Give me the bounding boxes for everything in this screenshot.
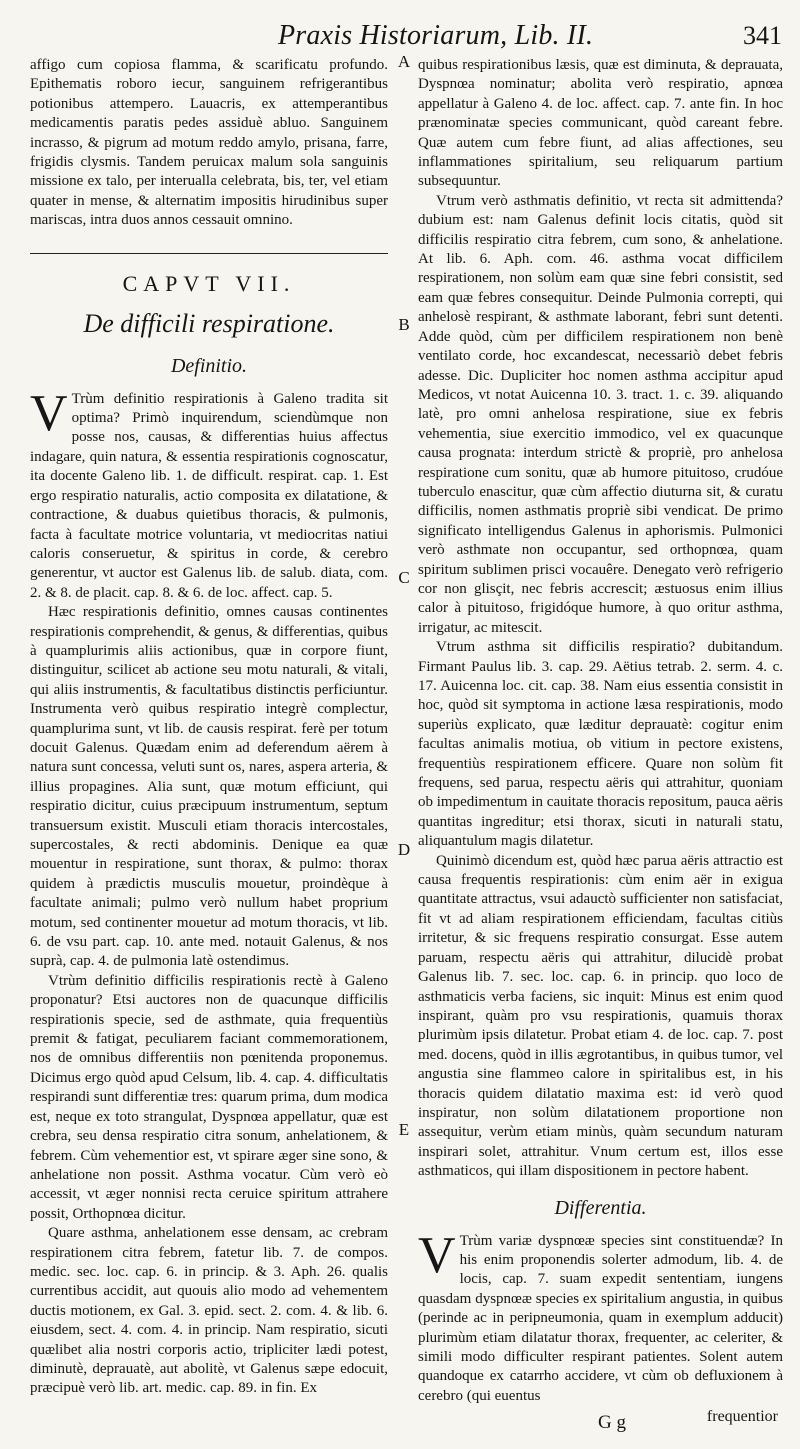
- chapter-subtitle: De difficili respiratione.: [83, 308, 335, 338]
- right-paragraph-5: [418, 1226, 783, 1407]
- chapter-title: CAPVT VII.: [122, 270, 296, 296]
- signature-mark: G g: [598, 1412, 626, 1433]
- catchword: frequentior: [706, 1408, 778, 1425]
- running-title: Praxis Historiarum, Lib. II.: [278, 20, 594, 51]
- page-footer: [0, 1408, 800, 1442]
- right-column: [418, 56, 783, 1404]
- right-paragraph-5-text: Trùm variæ dyspnœæ species sint constituendæ? In his enim proponendis solerter admodum, lib. 4. de locis, cap. 7. suam expedit sententiam, iungens quasdam dyspnœæ species ex spiritalium angustia, in quibus (perinde ac in peripneumonia, quam in exemplum adducit) plurimùm etiam dilatatur thorax, frequenter, ac celeriter, & simili modo difficulter respirant patientes. Solent autem quandoque ex catarrho accidere, vt cùm ob defluxionem à cerebro (qui euentus: [418, 1232, 783, 1404]
- section-heading-differentia: Differentia.: [554, 1196, 647, 1219]
- left-paragraph-4: Quare asthma, anhelationem esse densam, ac crebram respirationem citra febrem, fatetur lib. 7. de compos. medic. sec. loc. cap. 6. in princip. & 3. Aph. 26. qualis currentibus accidit, aut quouis alio modo ad vehementem ductis motionem, ex Gal. 3. epid. sect. 2. com. 4. & lib. 6. eiusdem, sect. 4. com. 4. in princip. Nam respiratio, sicuti quælibet alia nostri corporis actio, tripliciter lædi potest, diminutè, deprauatè, aut abolitè, vt Galenus sæpe edocuit, præcipuè verò lib. art. medic. cap. 89. in fin. Ex: [30, 1225, 388, 1397]
- left-paragraph-1: [30, 384, 388, 603]
- margin-letter-a: A: [397, 52, 411, 71]
- dropcap-letter-2: V: [418, 1226, 456, 1284]
- left-paragraph-1-text: Trùm definitio respirationis à Galeno tradita sit optima? Primò inquirendum, sciendùmque non posse nos, causas, & differentias huius affectus indagare, quin natura, & essentia respirationis cognoscatur, ita docente Galeno lib. 1. de difficult. respirat. cap. 1. Est ergo respiratio naturalis, actio composita ex dilatatione, & contractione, & duabus quietibus thoracis, & pulmonis, facta à facultate motrice voluntaria, vt mediocritas natiui caloris conseruetur, & spiritus in corde, & cerebro generentur, vt auctor est Galenus lib. de salub. diata, com. 2. & 8. de placit. cap. 8. & 6. de loc. affect. cap. 5.: [30, 390, 388, 601]
- right-paragraph-4: Quinimò dicendum est, quòd hæc parua aëris attractio est causa frequentis respirationis: cùm enim aër in exigua quantitate attractus, vsui adauctò sufficienter non satisfaciat, fit vt ad aliam respirationem efficiendam, facultas citiùs irritetur, & sic frequens respiratio consurgat. Esse autem paruam, respectu aëris qui attrahitur, dilucidè probat Galenus lib. 7. sec. loc. cap. 6. in princip. quo loco de asthmaticis verba faciens, sic inquit: Minus est enim quod inspirant, quàm pro vsu respirationis, quamuis thorax plurimùm ipsis dilatetur. Probat etiam 4. de loc. cap. 7. post med. docens, quòd in illis ægrotantibus, in quibus tumor, vel angustia sine flammeo calore in spiritalibus est, in his thoracis quidem dilatatio maxima est: id verò quod inspiratur, non solùm dilatationem proportione non assequitur, verùm etiam minùs, quàm secundum naturam inspirari solet, attrahitur. Vnum certum est, illos esse asthmaticos, qui illam dispositionem in pectore habent.: [418, 852, 783, 1180]
- left-paragraph-2: Hæc respirationis definitio, omnes causas continentes respirationis comprehendit, & genus, & differentias, quibus à quamplurimis aliis actionibus, quæ in corpore fiunt, distinguitur, scilicet ab actione seu motu naturali, & vitali, qui aliis instrumentis, & facultatibus distinctis perficiuntur. Instrumenta verò quibus respiratio integrè complectur, quamplurima sunt, vt lib. de causis respirat. ferè per totum docuit Galenus. Quædam enim ad deferendum aërem à natura sunt concessa, veluti sunt os, nares, aspera arteria, & illius propagines. Alia sunt, quæ motum efficiunt, qui respiratio dicitur, cuius præcipuum instrumentum, septum transuersum existit. Musculi etiam thoracis intercostales, supercostales, & recti abdominis. Denique ea quæ mouentur in respiratione, sunt thorax, & pulmo: thorax quidem à prædictis musculis mouetur, proindèque à facultate animali; pulmo verò nullum habet proprium motum, sed continenter mouetur ad motum thoracis, vt lib. 6. de vsu part. cap. 10. ante med. notauit Galenus, & nos suprà, cap. 4. de pulmonia latè ostendimus.: [30, 604, 388, 970]
- left-column: [30, 56, 388, 1431]
- chapter-divider: [30, 253, 388, 254]
- margin-letter-b: B: [398, 315, 410, 334]
- margin-letter-d: D: [397, 840, 411, 859]
- page-number: 341: [743, 21, 782, 50]
- right-paragraph-1: quibus respirationibus læsis, quæ est diminuta, & deprauata, Dyspnœa nominatur; abolita verò respiratio, apnœa appellatur à Galeno 4. de loc. affect. cap. 7. ante fin. In hoc prænominatæ species communicant, quòd careant febre. Quæ autem cum febre fiunt, ad alias affectiones, seu inflammationes spiritalium, seu reliquarum partium subsequuntur.: [418, 57, 783, 190]
- right-paragraph-2: Vtrum verò asthmatis definitio, vt recta sit admittenda? dubium est: nam Galenus definit locis citatis, quòd sit difficilis respiratio citra febrem, cum sono, & anhelatione. At lib. 6. Aph. com. 46. asthma vocat difficilem respirationem, non solùm eam quæ sine febri consistit, sed eam quæ febres consequitur. Deinde Pulmonia correpti, qui anhelosè respirant, & asthmate laborant, febri sunt detenti. Adde quòd, cùm per difficilem respirationem non benè ventilato corde, hoc excandescat, necessariò debet febris adesse. Dic. Dupliciter hoc nomen asthma accipitur apud Medicos, vt notat Auicenna 10. 3. tract. 1. c. 39. aliquando latè, pro omni anhelosa respiratione, siue ex febris vehementia, siue exercitio immodico, vel ex quacunque causa prognata: interdum strictè & propriè, pro anhelosa respiratione cum sonitu, quæ ab humore pituitoso, crudóue tuberculo enascitur, quæ cùm affectio diuturna sit, & curatu difficilis, nomen asthmatis propriè sibi vendicat. De primo significato intelligendus Galenus in aphorismis. Pulmonici verò asthmate non occupantur, sed orthopnœa, quam spiritum sublimen prisci vocauêre. Denegato verò refrigerio cor non glisçit, nec febris accrescit; æstuosus enim illius calor à pituitoso, frigidóque humore, à quo oritur asthma, irrigatur, ac mitescit.: [418, 192, 783, 636]
- section-heading-definitio: Definitio.: [170, 354, 248, 377]
- margin-letter-c: C: [398, 568, 410, 587]
- margin-letter-e: E: [398, 1120, 410, 1139]
- left-intro-paragraph: affigo cum copiosa flamma, & scarificatu profundo. Epithematis roboro iecur, sanguinem refrigerantibus potionibus attempero. Lauacris, ex attemperantibus medicamentis paratis pedes assiduè abluo. Sanguinem incrasso, & pigrum ad motum reddo amylo, prisana, farre, frigidis clysmis. Tandem peruicax malum sola sanguinis missione ex talo, per interualla celebrata, bis, ter, vel etiam quater in mense, & alternatim impositis hirudinibus super mariscas, intra duos annos cessauit omnino.: [30, 57, 388, 229]
- right-paragraph-3: Vtrum asthma sit difficilis respiratio? dubitandum. Firmant Paulus lib. 3. cap. 29. Aëtius tetrab. 2. serm. 4. c. 17. Auicenna loc. cit. cap. 38. Nam eius essentia consistit in hoc, quòd sit symptoma in actione læsa respirationis, modo superiùs explicato, quæ læditur deprauatè: cogitur enim facultas animalis motiua, ob vitium in pectore existens, frequentiùs respirationem efficere. Quare non solùm fit frequens, sed parua, respectu aëris qui attrahitur, quoniam ob impedimentum in cauitate thoracis repositum, pauca aëris quantitas ingreditur; etsi thorax, sicuti in naturali statu, aliquantulum magis dilatetur.: [418, 639, 783, 850]
- left-paragraph-3: Vtrùm definitio difficilis respirationis rectè à Galeno proponatur? Etsi auctores non de quacunque difficilis respirationis specie, sed de asthmate, quia frequentiùs premit & fatigat, peculiarem faciant commemorationem, nos de omnibus differentiis non pœnitenda proponemus. Dicimus ergo quòd apud Celsum, lib. 4. cap. 4. difficultatis respirandi sunt differentiæ tres: quarum prima, dum modica est, neque ex toto strangulat, Dyspnœa appellatur, quæ est crebra, seu densa respiratio citra sonum, anhelationem, & febrem. Cùm vehementior est, vt spirare æger sine sono, & anhelatione non possit. Asthma vocatur. Cùm verò eò accessit, vt æger nonnisi recta ceruice spiritum attrahere possit, Orthopnœa dicitur.: [30, 972, 388, 1222]
- dropcap-letter: V: [30, 384, 68, 442]
- margin-letters: [392, 0, 416, 1449]
